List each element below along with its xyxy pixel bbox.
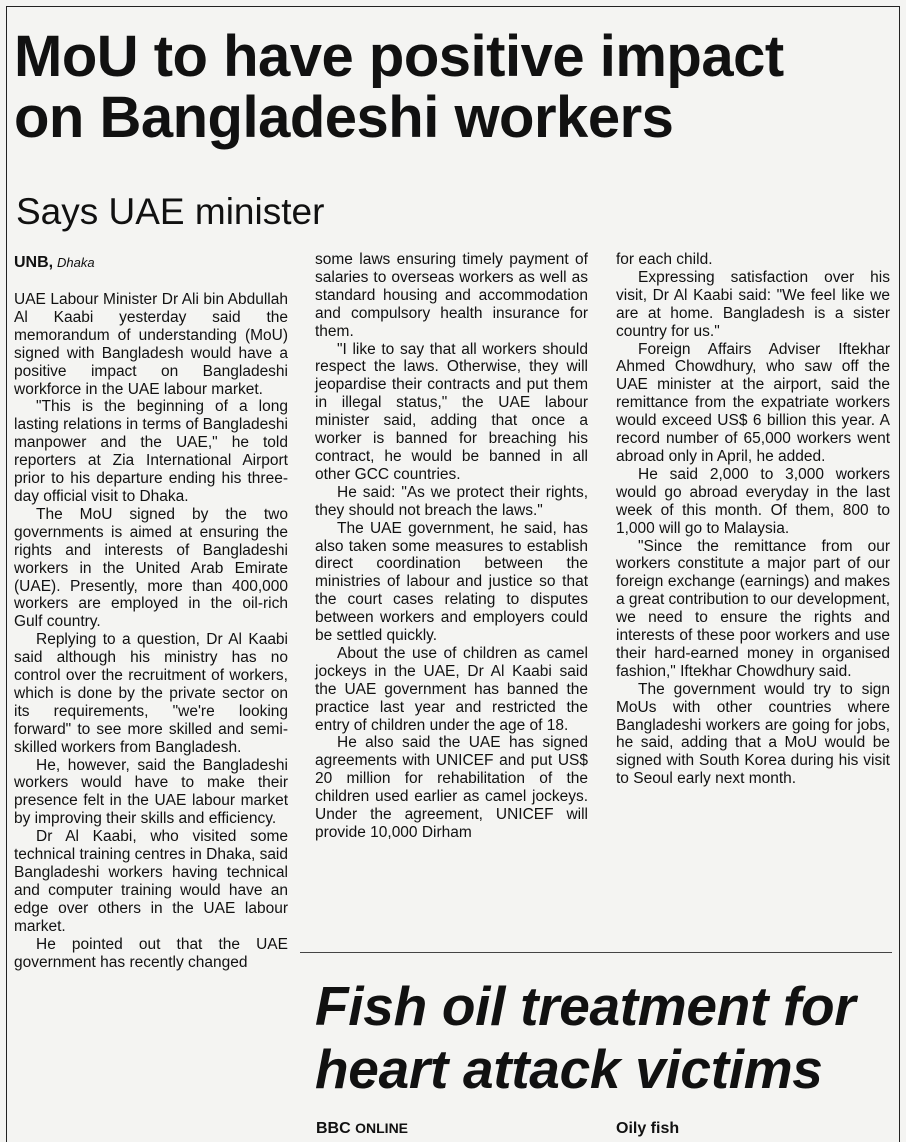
paragraph: He, however, said the Bangladeshi workers would have to make their presence felt in the UAE labour market by improving their skills and efficiency. — [14, 756, 288, 828]
left-border-rule — [6, 6, 7, 1142]
byline-place: Dhaka — [57, 255, 95, 270]
paragraph: Expressing satisfaction over his visit, Dr Al Kaabi said: "We feel like we are at home. Bangladesh is a sister country for us." — [616, 268, 890, 340]
article-byline — [14, 254, 95, 272]
paragraph: He pointed out that the UAE government has recently changed — [14, 935, 288, 971]
second-article-crosshead: Oily fish — [616, 1120, 680, 1137]
paragraph: "This is the beginning of a long lasting relations in terms of Bangladeshi manpower and the UAE," he told reporters at Zia International Airport prior to his departure ending his three-day official visit to Dhaka. — [14, 398, 288, 505]
top-rule — [6, 6, 900, 7]
paragraph: "I like to say that all workers should respect the laws. Otherwise, they will jeopardise their contracts and put them in illegal status," the UAE labour minister said, adding that once a worker is banned for breaching his contract, he would be banned in all other GCC countries. — [315, 340, 588, 483]
paragraph: The MoU signed by the two governments is aimed at ensuring the rights and interests of Bangladeshi workers in the United Arab Emirate (UAE). Presently, more than 400,000 workers are employed in the oil-rich Gulf country. — [14, 505, 288, 631]
second-article-headline — [315, 975, 855, 1101]
article-column-2 — [315, 251, 588, 842]
paragraph: He said: "As we protect their rights, they should not breach the laws." — [315, 483, 588, 519]
paragraph: for each child. — [616, 251, 713, 268]
paragraph: some laws ensuring timely payment of salaries to overseas workers as well as standard housing and accommodation and compulsory health insurance for them. — [315, 251, 588, 340]
paragraph: "Since the remittance from our workers constitute a major part of our foreign exchange (earnings) and makes a great contribution to our development, we need to ensure the rights and interests of these poor workers and use their hard-earned money in organised fashion," Iftekhar Chowdhury said. — [616, 537, 891, 680]
paragraph: Foreign Affairs Adviser Iftekhar Ahmed Chowdhury, who saw off the UAE minister at the airport, said the remittance from the expatriate workers would exceed US$ 6 billion this year. A record number of 65,000 workers went abroad only in April, he added. — [616, 340, 890, 465]
right-border-rule — [899, 6, 900, 1142]
paragraph: He also said the UAE has signed agreements with UNICEF and put US$ 20 million for rehabilitation of the children used earlier as camel jockeys. Under the agreement, UNICEF will provide 10,000 Dirham — [315, 734, 588, 841]
paragraph: Replying to a question, Dr Al Kaabi said although his ministry has no control over the recruitment of workers, which is done by the private sector on its requirements, "we're looking forward" to see more skilled and semi-skilled workers from Bangladesh. — [14, 631, 288, 756]
headline-line-2: on Bangladeshi workers — [14, 85, 674, 150]
article-column-1 — [14, 291, 288, 971]
article-column-3 — [616, 251, 890, 788]
paragraph: About the use of children as camel jockeys in the UAE, Dr Al Kaabi said the UAE government has banned the practice last year and restricted the entry of children under the age of 18. — [315, 644, 588, 734]
byline-agency: UNB, — [14, 254, 54, 271]
byline2-source: BBC — [316, 1120, 351, 1137]
paragraph: The UAE government, he said, has also taken some measures to establish direct coordination between the ministries of labour and justice so that the court cases relating to disputes between workers and employers could be settled quickly. — [315, 519, 588, 645]
paragraph: UAE Labour Minister Dr Ali bin Abdullah Al Kaabi yesterday said the memorandum of understanding (MoU) signed with Bangladesh would have a positive impact on Bangladeshi workforce in the UAE labour market. — [14, 291, 288, 398]
paragraph: Dr Al Kaabi, who visited some technical training centres in Dhaka, said Bangladeshi workers having technical and computer training would have an edge over others in the UAE labour market. — [14, 828, 288, 935]
paragraph: The government would try to sign MoUs with other countries where Bangladeshi workers are going for jobs, he said, adding that a MoU would be signed with South Korea during his visit to Seoul early next month. — [616, 680, 890, 788]
second-headline-line-1: Fish oil treatment for — [315, 975, 856, 1037]
byline2-source-suffix: ONLINE — [355, 1120, 409, 1136]
section-divider-rule — [300, 952, 892, 953]
article-headline — [14, 26, 784, 148]
headline-line-1: MoU to have positive impact — [14, 24, 784, 89]
second-headline-line-2: heart attack victims — [315, 1038, 823, 1100]
article-subheadline: Says UAE minister — [16, 191, 325, 232]
second-article-byline — [316, 1120, 408, 1138]
paragraph: He said 2,000 to 3,000 workers would go abroad everyday in the last week of this month. Of them, 800 to 1,000 will go to Malaysia. — [616, 465, 890, 537]
